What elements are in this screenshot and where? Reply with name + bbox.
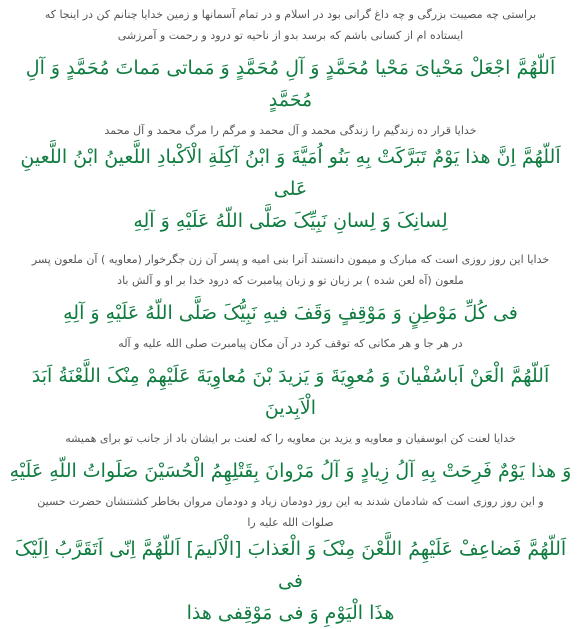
translation-line: خدایا این روز روزی است که مبارک و میمون دانستند آنرا بنی امیه و پسر آن زن جگرخوار (معاویه ) آن ملعون پسر — [31, 253, 550, 266]
translation-line: ایستاده ام از کسانی باشم که برسد بدو از ناحیه تو درود و رحمت و آمرزشی — [117, 29, 464, 42]
arabic-line: اَللّهُمَّ فَضاعِفْ عَلَیْهِمُ اللَّعْنَ مِنْکَ وَ الْعَذابَ [الْاَلیمَ] اَللّهُمَّ اِنّی اَتَقَرَّبُ اِلَیْکَ فی — [14, 538, 567, 592]
arabic-line: فی کُلِّ مَوْطِنٍ وَ مَوْقِفٍ وَقَفَ فیهِ نَبِیُّکَ صَلَّی اللّهُ عَلَیْهِ وَ آلِهِ — [63, 302, 518, 324]
arabic-line: اَللّهُمَّ اِنَّ هذا یَوْمٌ تَبَرَّکَتْ بِهِ بَنُو اُمَیَّةَ وَ ابْنُ آکِلَةِ الْاَکْبادِ اللَّعینُ ابْنُ اللَّعینِ عَلی — [20, 146, 561, 200]
block-2 — [8, 120, 573, 237]
block-5 — [8, 428, 573, 487]
translation-line: خدایا قرار ده زندگیم را زندگی محمد و آل محمد و مرگم را مرگ محمد و آل محمد — [104, 124, 477, 137]
translation-line: خدایا لعنت کن ابوسفیان و معاویه و یزید بن معاویه را که لعنت بر ایشان باد از جانب تو برای همیشه — [65, 432, 516, 445]
translation-line: براستی چه مصیبت بزرگی و چه داغ گرانی بود در اسلام و در تمام آسمانها و زمین خدایا چنانم کن در اینجا که — [44, 8, 537, 21]
arabic-line: وَ هذا یَوْمٌ فَرِحَتْ بِهِ آلُ زِیادٍ وَ آلُ مَرْوانَ بِقَتْلِهِمُ الْحُسَیْنَ صَلَواتُ اللّهِ عَلَیْهِ — [9, 460, 572, 482]
arabic-line: هذَا الْیَوْمِ وَ فی مَوْقِفی هذا — [186, 602, 395, 624]
block-1 — [8, 4, 573, 116]
translation-line: و این روز روزی است که شادمان شدند به این روز دودمان زیاد و دودمان مروان بخاطر کشتنشان حضرت حسین — [37, 495, 544, 508]
translation-line: در هر جا و هر مکانی که توقف کرد در آن مکان پیامبرت صلی الله علیه و آله — [118, 337, 463, 350]
block-3 — [8, 249, 573, 329]
arabic-line: لِسانِکَ وَ لِسانِ نَبِیِّکَ صَلَّی اللّهُ عَلَیْهِ وَ آلِهِ — [133, 210, 448, 232]
translation-line: صلوات الله علیه را — [247, 516, 334, 529]
translation-line: ملعون (آه لعن شده ) بر زبان تو و زبان پیامبرت که درود خدا بر او و آلش باد — [117, 274, 464, 287]
arabic-line: اَللّهُمَّ الْعَنْ اَباسُفْیانَ وَ مُعوِیَةَ وَ یَزیدَ بْنَ مُعاوِیَةَ عَلَیْهِمْ مِنْکَ اللَّعْنَةُ اَبَدَ الْاَبِدینَ — [31, 365, 550, 419]
block-6 — [8, 491, 573, 629]
block-4 — [8, 333, 573, 424]
arabic-line: اَللّهُمَّ اجْعَلْ مَحْیایَ مَحْیا مُحَمَّدٍ وَ آلِ مُحَمَّدٍ وَ مَماتی مَماتَ مُحَمَّدٍ وَ آلِ مُحَمَّدٍ — [25, 57, 556, 111]
